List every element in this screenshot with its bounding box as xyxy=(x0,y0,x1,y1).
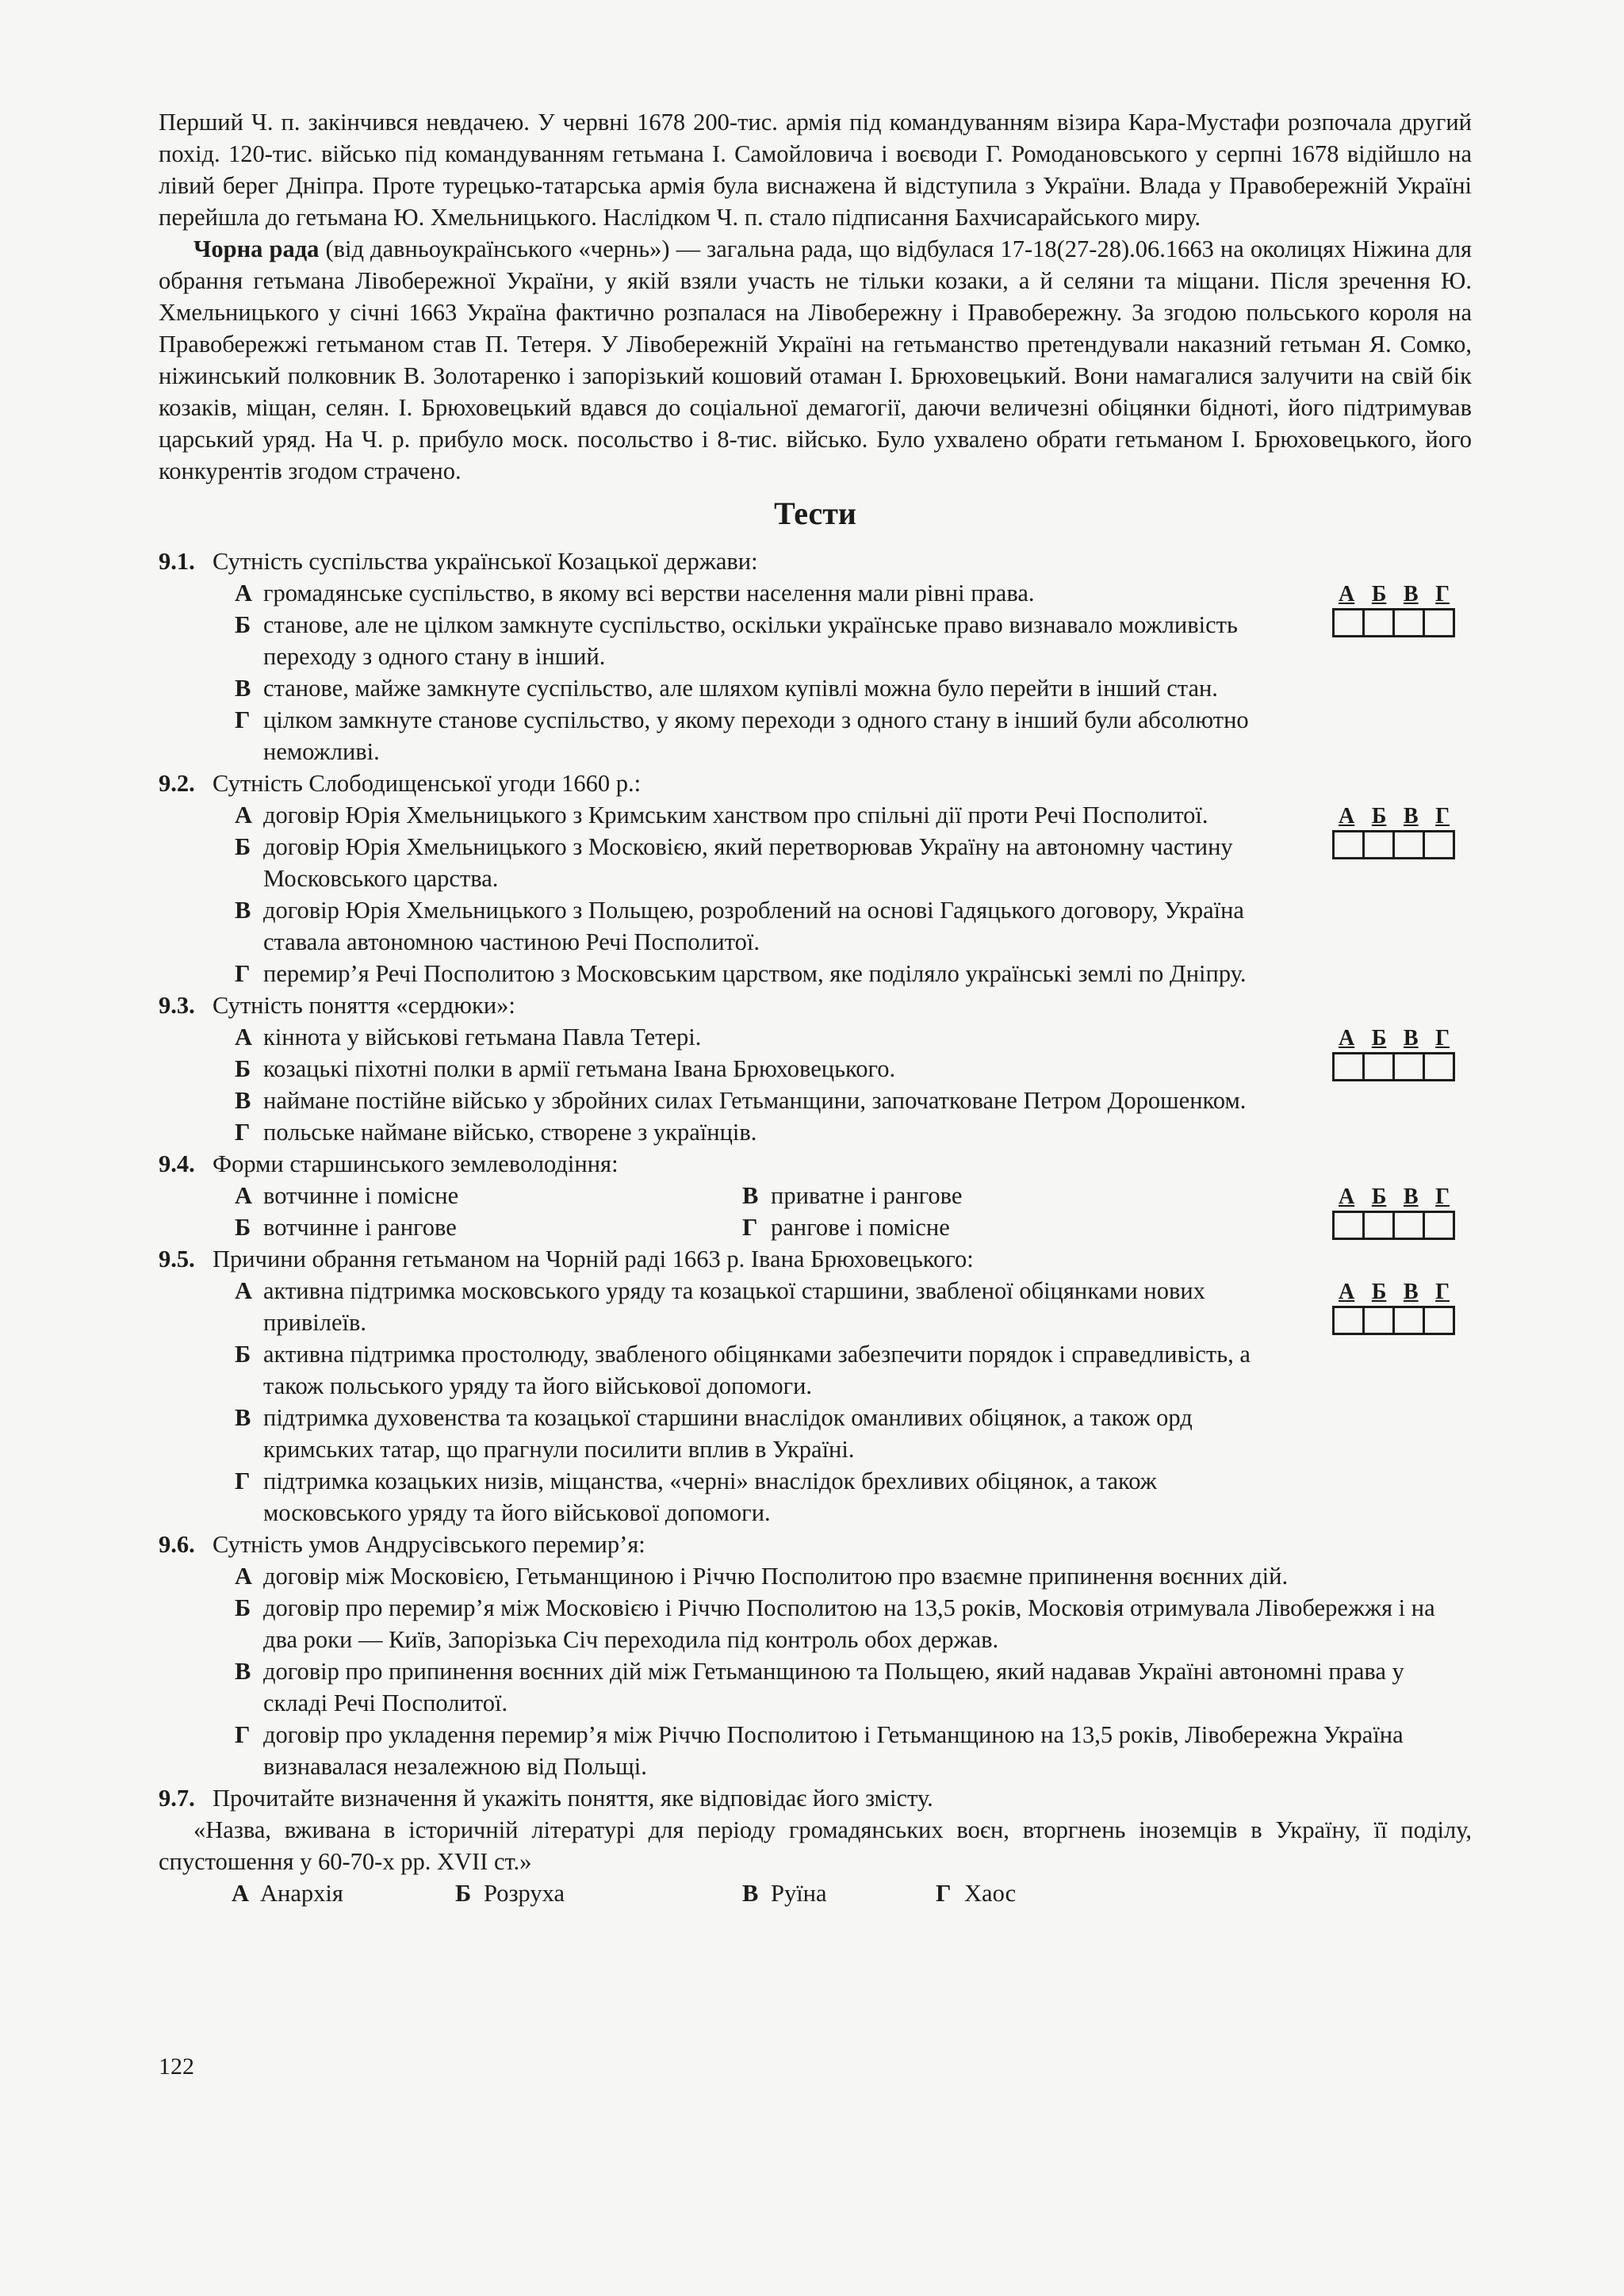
option-text: кіннота у військові гетьмана Павла Тетері. xyxy=(263,1024,702,1050)
option-letter: В xyxy=(742,1880,759,1907)
answer-cells xyxy=(1332,1052,1456,1081)
answer-letter: Б xyxy=(1371,804,1387,828)
option-text: козацькі піхотні полки в армії гетьмана Івана Брюховецького. xyxy=(263,1055,896,1082)
page-number: 122 xyxy=(159,2053,194,2080)
term-chorna-rada: Чорна рада xyxy=(193,235,320,262)
answer-cell-v[interactable] xyxy=(1392,1052,1425,1081)
option-g xyxy=(936,1877,1016,1909)
option-text: рангове і помісне xyxy=(771,1214,950,1241)
option-letter: Г xyxy=(235,960,251,987)
option-letter: Б xyxy=(235,1341,251,1368)
question-number: 9.6. xyxy=(159,1531,195,1558)
question-9-3 xyxy=(159,989,1472,1148)
answer-letter: В xyxy=(1403,1026,1419,1050)
answer-letter: В xyxy=(1403,804,1419,828)
option-b xyxy=(159,1053,1283,1085)
question-text: Причини обрання гетьманом на Чорній раді 1663 р. Івана Брюховецького: xyxy=(213,1246,974,1272)
intro-paragraph-2-text: (від давньоукраїнського «чернь») — загальна рада, що відбулася 17-18(27-28).06.1663 на околицях Ніжина для обрання гетьмана Лівобережної України, у якій взяли участь не тільки козаки, а й селяни та міщани. Після зречення Ю. Хмельницького у січні 1663 Україна фактично розпалася на Лівобережну і Правобережну. За згодою польського короля на Правобережжі гетьманом став П. Тетеря. У Лівобережній Україні на гетьманство претендували наказний гетьман Я. Сомко, ніжинський полковник В. Золотаренко і запорізький кошовий отаман І. Брюховецький. Вони намагалися залучити на свій бік козаків, міщан, селян. І. Брюховецький вдався до соціальної демагогії, даючи величезні обіцянки бідноті, його підтримував царський уряд. На Ч. р. прибуло моск. посольство і 8-тис. військо. Було ухвалено обрати гетьманом І. Брюховецького, його конкурентів згодом страчено. xyxy=(159,235,1472,484)
answer-grid xyxy=(1332,1186,1456,1240)
question-number: 9.2. xyxy=(159,770,195,797)
question-header xyxy=(159,1529,1472,1560)
answer-cell-v[interactable] xyxy=(1392,608,1425,637)
option-letter: Г xyxy=(235,1119,251,1146)
option-text: активна підтримка московського уряду та козацької старшини, звабленої обіцянками нових привілеїв. xyxy=(263,1277,1205,1336)
option-g xyxy=(159,958,1472,989)
answer-letters xyxy=(1332,1027,1456,1050)
option-text: підтримка духовенства та козацької старшини внаслідок оманливих обіцянок, а також орд кримських татар, що прагнули посилити вплив в Україні. xyxy=(263,1404,1193,1463)
answer-grid xyxy=(1332,1027,1456,1081)
option-text: польське наймане військо, створене з українців. xyxy=(263,1119,757,1146)
answer-cell-b[interactable] xyxy=(1362,830,1395,859)
option-letter: В xyxy=(235,1087,251,1114)
question-number: 9.5. xyxy=(159,1246,195,1272)
option-text: договір про укладення перемир’я між Річчю Посполитою і Гетьманщиною на 13,5 років, Лівобережна Україна визнавалася незалежною від Польщі. xyxy=(263,1721,1404,1780)
answer-cell-v[interactable] xyxy=(1392,830,1425,859)
question-options xyxy=(159,577,1472,767)
options-row xyxy=(159,1877,1472,1909)
option-text: станове, майже замкнуте суспільство, але шляхом купівлі можна було перейти в інший стан. xyxy=(263,675,1218,702)
option-letter: А xyxy=(235,1277,253,1304)
option-a xyxy=(159,1021,1283,1053)
answer-cell-a[interactable] xyxy=(1332,608,1365,637)
answer-letter: Б xyxy=(1371,1184,1387,1209)
option-b xyxy=(159,831,1283,894)
option-a xyxy=(159,799,1283,831)
option-text: Анархія xyxy=(260,1880,343,1907)
option-letter: Б xyxy=(235,611,251,638)
option-text: вотчинне і рангове xyxy=(263,1214,457,1241)
option-a xyxy=(232,1877,455,1909)
question-9-4 xyxy=(159,1148,1472,1243)
option-a xyxy=(159,577,1283,609)
option-text: цілком замкнуте станове суспільство, у якому переходи з одного стану в інший були абсолютно неможливі. xyxy=(263,706,1249,765)
option-a xyxy=(235,1180,742,1211)
answer-letter: А xyxy=(1339,804,1355,828)
option-g xyxy=(159,1116,1283,1148)
option-letter: В xyxy=(235,897,251,924)
option-v xyxy=(742,1180,1250,1211)
answer-letter: Г xyxy=(1435,1280,1450,1304)
answer-letter: А xyxy=(1339,1280,1355,1304)
question-number: 9.1. xyxy=(159,548,195,575)
answer-letter: Г xyxy=(1435,582,1450,607)
option-b xyxy=(455,1877,742,1909)
option-letter: Г xyxy=(235,1468,251,1494)
option-text: приватне і рангове xyxy=(771,1182,963,1209)
answer-cell-g[interactable] xyxy=(1423,1306,1455,1335)
question-header xyxy=(159,1243,1472,1275)
answer-letter: Г xyxy=(1435,1184,1450,1209)
answer-letters xyxy=(1332,1281,1456,1303)
definition-quote: «Назва, вживана в історичній літературі для періоду громадянських воєн, вторгнень іноземців в Україну, її поділу, спустошення у 60-70-х рр. XVII ст.» xyxy=(159,1816,1472,1875)
answer-cell-a[interactable] xyxy=(1332,830,1365,859)
answer-letter: Б xyxy=(1371,582,1387,607)
option-text: підтримка козацьких низів, міщанства, «черні» внаслідок брехливих обіцянок, а також московського уряду та його військової допомоги. xyxy=(263,1468,1157,1526)
question-options xyxy=(159,1180,1472,1243)
option-a xyxy=(159,1560,1472,1592)
option-letter: Б xyxy=(455,1880,472,1907)
option-g xyxy=(742,1211,1250,1243)
option-text: перемир’я Речі Посполитою з Московським царством, яке поділяло українські землі по Дніпру. xyxy=(263,960,1247,987)
option-text: станове, але не цілком замкнуте суспільство, оскільки українське право визнавало можливість переходу з одного стану в інший. xyxy=(263,611,1238,670)
question-number: 9.4. xyxy=(159,1150,195,1177)
answer-cell-b[interactable] xyxy=(1362,1306,1395,1335)
option-v xyxy=(159,1402,1283,1465)
option-text: договір про перемир’я між Московією і Річчю Посполитою на 13,5 років, Московія отримувала Лівобережжя і на два роки — Київ, Запорізька Січ переходила під контроль обох держав. xyxy=(263,1594,1435,1653)
answer-cell-g[interactable] xyxy=(1423,830,1455,859)
answer-cell-v[interactable] xyxy=(1392,1306,1425,1335)
question-text: Сутність суспільства української Козацької держави: xyxy=(213,548,758,575)
option-text: Хаос xyxy=(964,1880,1017,1907)
option-g xyxy=(159,1719,1472,1782)
option-letter: А xyxy=(232,1880,250,1907)
option-b xyxy=(159,1592,1472,1655)
answer-cells xyxy=(1332,830,1456,859)
option-b xyxy=(159,1338,1283,1402)
answer-cells xyxy=(1332,608,1456,637)
question-header xyxy=(159,545,1472,577)
answer-letter: Г xyxy=(1435,804,1450,828)
answer-grid xyxy=(1332,584,1456,637)
option-text: договір про припинення воєнних дій між Гетьманщиною та Польщею, який надавав Україні автономні права у складі Речі Посполитої. xyxy=(263,1658,1404,1716)
option-text: Розруха xyxy=(484,1880,565,1907)
answer-cell-b[interactable] xyxy=(1362,608,1395,637)
option-g xyxy=(159,1465,1283,1529)
question-text: Форми старшинського землеволодіння: xyxy=(213,1150,619,1177)
answer-letter: Б xyxy=(1371,1026,1387,1050)
option-letter: Г xyxy=(742,1214,758,1241)
answer-grid xyxy=(1332,806,1456,859)
question-9-2 xyxy=(159,767,1472,989)
option-v xyxy=(159,672,1283,704)
answer-cell-a[interactable] xyxy=(1332,1052,1365,1081)
question-text: Сутність умов Андрусівського перемир’я: xyxy=(213,1531,645,1558)
option-letter: Б xyxy=(235,1594,251,1621)
question-header xyxy=(159,989,1472,1021)
question-text: Прочитайте визначення й укажіть поняття, яке відповідає його змісту. xyxy=(213,1785,933,1812)
answer-letter: В xyxy=(1403,1280,1419,1304)
intro-paragraph-2 xyxy=(159,233,1472,487)
option-letter: А xyxy=(235,580,253,607)
option-text: громадянське суспільство, в якому всі верстви населення мали рівні права. xyxy=(263,580,1035,607)
question-text: Сутність поняття «сердюки»: xyxy=(213,992,515,1019)
question-number: 9.7. xyxy=(159,1785,195,1812)
option-text: договір Юрія Хмельницького з Московією, який перетворював Україну на автономну частину Московського царства. xyxy=(263,833,1233,892)
answer-letter: В xyxy=(1403,582,1419,607)
answer-letter: А xyxy=(1339,1184,1355,1209)
answer-cell-b[interactable] xyxy=(1362,1211,1395,1240)
answer-cell-a[interactable] xyxy=(1332,1306,1365,1335)
answer-cells xyxy=(1332,1306,1456,1335)
question-options xyxy=(159,1021,1472,1148)
option-text: активна підтримка простолюду, звабленого обіцянками забезпечити порядок і справедливість, а також польського уряду та його військової допомоги. xyxy=(263,1341,1251,1399)
option-b xyxy=(235,1211,742,1243)
option-text: наймане постійне військо у збройних силах Гетьманщини, започатковане Петром Дорошенком. xyxy=(263,1087,1247,1114)
option-letter: Г xyxy=(235,1721,251,1748)
intro-paragraph-1: Перший Ч. п. закінчився невдачею. У червні 1678 200-тис. армія під командуванням візира Кара-Мустафи розпочала другий похід. 120-тис. військо під командуванням гетьмана І. Самойловича і воєводи Г. Ромодановського у серпні 1678 відійшло на лівий берег Дніпра. Проте турецько-татарська армія була виснажена й відступила з України. Влада у Правобережній Україні перейшла до гетьмана Ю. Хмельницького. Наслідком Ч. п. стало підписання Бахчисарайського миру. xyxy=(159,109,1472,231)
option-text: договір Юрія Хмельницького з Кримським ханством про спільні дії проти Речі Посполитої. xyxy=(263,802,1208,828)
option-letter: В xyxy=(742,1182,759,1209)
option-letter: Б xyxy=(235,1055,251,1082)
question-options xyxy=(159,799,1472,989)
option-letter: А xyxy=(235,1563,253,1590)
answer-grid xyxy=(1332,1281,1456,1335)
option-text: договір Юрія Хмельницького з Польщею, розроблений на основі Гадяцького договору, Україна ставала автономною частиною Речі Посполитої. xyxy=(263,897,1244,955)
question-9-6 xyxy=(159,1529,1472,1782)
answer-letter: В xyxy=(1403,1184,1419,1209)
option-g xyxy=(159,704,1283,767)
question-9-1 xyxy=(159,545,1472,767)
answer-cell-g[interactable] xyxy=(1423,1052,1455,1081)
answer-letter: Г xyxy=(1435,1026,1450,1050)
option-b xyxy=(159,609,1283,672)
question-header xyxy=(159,1148,1472,1180)
question-9-7 xyxy=(159,1782,1472,1909)
option-letter: В xyxy=(235,1658,251,1685)
option-v xyxy=(159,894,1283,958)
option-letter: Б xyxy=(235,833,251,860)
answer-cell-g[interactable] xyxy=(1423,1211,1455,1240)
question-9-5 xyxy=(159,1243,1472,1529)
option-text: Руїна xyxy=(771,1880,827,1907)
option-v xyxy=(159,1085,1283,1116)
option-letter: А xyxy=(235,1182,253,1209)
question-number: 9.3. xyxy=(159,992,195,1019)
option-a xyxy=(159,1275,1283,1338)
option-letter: Г xyxy=(235,706,251,733)
option-v xyxy=(159,1655,1472,1719)
option-letter: А xyxy=(235,802,253,828)
option-letter: Б xyxy=(235,1214,251,1241)
question-options xyxy=(159,1560,1472,1782)
section-title: Тести xyxy=(774,496,856,531)
answer-letter: Б xyxy=(1371,1280,1387,1304)
question-text: Сутність Слободищенської угоди 1660 р.: xyxy=(213,770,642,797)
answer-cell-g[interactable] xyxy=(1423,608,1455,637)
answer-cell-a[interactable] xyxy=(1332,1211,1365,1240)
options-grid xyxy=(159,1180,1283,1243)
answer-cell-v[interactable] xyxy=(1392,1211,1425,1240)
option-letter: Г xyxy=(936,1880,952,1907)
question-header xyxy=(159,767,1472,799)
option-letter: В xyxy=(235,675,251,702)
answer-letters xyxy=(1332,584,1456,606)
question-options xyxy=(159,1275,1472,1529)
answer-letters xyxy=(1332,1186,1456,1208)
page-content xyxy=(159,106,1472,1909)
question-header xyxy=(159,1782,1472,1814)
option-v xyxy=(742,1877,936,1909)
option-text: вотчинне і помісне xyxy=(263,1182,459,1209)
option-letter: А xyxy=(235,1024,253,1050)
answer-letter: А xyxy=(1339,1026,1355,1050)
answer-cell-b[interactable] xyxy=(1362,1052,1395,1081)
answer-letters xyxy=(1332,806,1456,828)
answer-letter: А xyxy=(1339,582,1355,607)
option-letter: В xyxy=(235,1404,251,1431)
answer-cells xyxy=(1332,1211,1456,1240)
option-text: договір між Московією, Гетьманщиною і Річчю Посполитою про взаємне припинення воєнних дій. xyxy=(263,1563,1289,1590)
